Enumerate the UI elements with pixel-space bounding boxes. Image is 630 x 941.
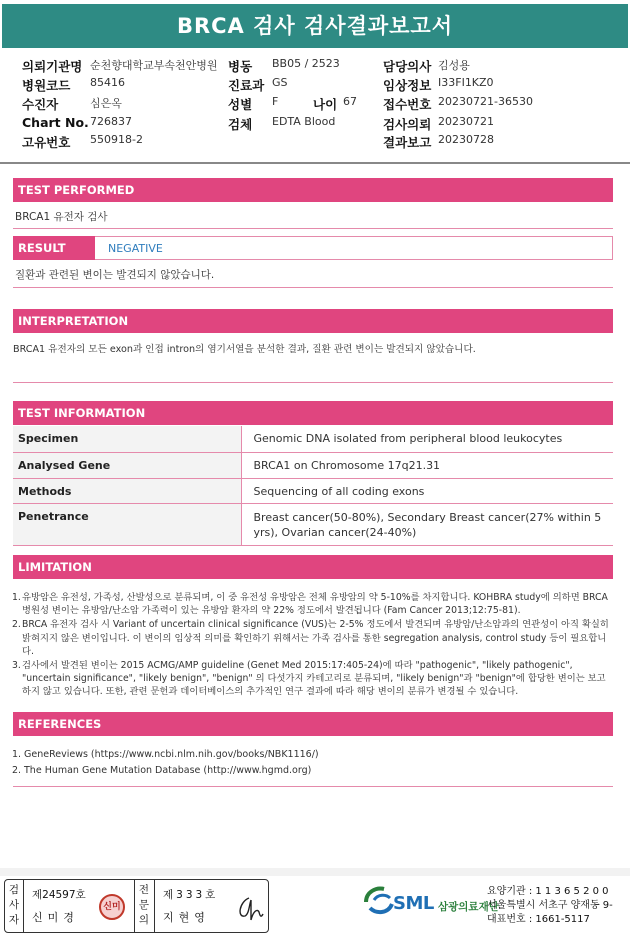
test-info-value: Genomic DNA isolated from peripheral blood leukocytes [241, 426, 613, 452]
table-row [13, 426, 613, 452]
list-item-number: 2. [12, 619, 21, 631]
specialist-number: 제333호 [163, 889, 219, 901]
uid-label: 고유번호 [22, 135, 71, 150]
specimen-value: EDTA Blood [272, 115, 336, 128]
list-item [12, 591, 612, 617]
test-info-key: Specimen [13, 426, 241, 452]
list-item-number: 1. [12, 592, 21, 603]
limitation-list [12, 591, 612, 700]
dept-label: 진료과 [228, 78, 265, 93]
list-item [12, 659, 612, 699]
tester-number: 제24597호 [32, 889, 86, 901]
footer-line: 대표번호 : 1661-5117 [487, 914, 590, 925]
list-item [12, 618, 612, 658]
tester-label: 검사자 [8, 884, 20, 926]
code-value: 85416 [90, 76, 125, 89]
table-row [13, 478, 613, 503]
sex-label: 성별 [228, 97, 253, 112]
list-item-text: The Human Gene Mutation Database (http://www.hgmd.org) [24, 765, 312, 776]
list-item-text: 유방암은 유전성, 가족성, 산발성으로 분류되며, 이 중 유전성 유방암은 전체 유방암의 약 5-10%를 차지합니다. KOHBRA study에 의하면 BRCA 병원성 변이는 유방암/난소암 가족력이 있는 유방암 환자의 약 22% 정도에서 발견됩니다 (Fam Cancer 2013;12:75-81). [22, 592, 608, 617]
doctor-label: 담당의사 [383, 59, 432, 74]
tester-name: 신미경 [32, 911, 79, 924]
list-item-text: 검사에서 발견된 변이는 2015 ACMG/AMP guideline (Genet Med 2015:17:405-24)에 따라 "pathogenic", "likely pathogenic", "uncertain significance", "likely benign", "benign" 의 다섯가지 카테고리로 분류되며, "likely benign"과 "benign"에 합당한 변이는 보고하지 않고 있습니다. 또한, 관련 문헌과 데이터베이스의 추가적인 연구 결과에 따라 해당 변이의 분류가 변경될 수 있습니다. [22, 660, 606, 698]
seal-stamp [99, 894, 125, 920]
signature-scribble [235, 892, 265, 924]
test-info-value: Sequencing of all coding exons [241, 478, 613, 503]
patient-info [0, 54, 630, 164]
test-info-value: BRCA1 on Chromosome 17q21.31 [241, 452, 613, 478]
age-label: 나이 [313, 97, 338, 112]
uid-value: 550918-2 [90, 133, 143, 146]
list-item-text: BRCA 유전자 검사 시 Variant of uncertain clinical significance (VUS)는 2-5% 정도에서 발견되며 유방암/난소암과의 연관성이 아직 확실히 밝혀지지 않은 변이입니다. 이 변이의 임상적 의미를 확인하기 위해서는 가족 검사를 통한 segregation analysis, control study 등이 필요합니다. [22, 619, 609, 657]
test-info-header: TEST INFORMATION [13, 401, 613, 425]
receipt-value: 20230721-36530 [438, 95, 533, 108]
sex-value: F [272, 95, 279, 108]
list-item-number: 3. [12, 660, 21, 672]
specialist-name: 지현영 [163, 911, 210, 924]
dept-value: GS [272, 76, 288, 89]
footer-band [0, 868, 630, 876]
org-name: 삼광의료재단 [438, 901, 499, 913]
divider [134, 880, 135, 932]
test-performed-header: TEST PERFORMED [13, 178, 613, 202]
seal-text: 신미 [103, 902, 121, 912]
test-performed-text: BRCA1 유전자 검사 [15, 211, 108, 223]
references-header: REFERENCES [13, 712, 613, 736]
limitation-header: LIMITATION [13, 555, 613, 579]
section-divider [13, 382, 613, 383]
age-value: 67 [343, 95, 357, 108]
list-item [12, 747, 612, 763]
doctor-value: 김성용 [438, 59, 470, 72]
divider [154, 880, 155, 932]
recipient-value: 심은옥 [90, 97, 122, 110]
institution-label: 의뢰기관명 [22, 59, 83, 74]
test-info-table [13, 426, 613, 546]
info-divider [0, 162, 630, 164]
reported-value: 20230728 [438, 133, 494, 146]
sml-logo-icon [362, 884, 396, 920]
section-divider [13, 228, 613, 229]
specimen-label: 검체 [228, 117, 253, 132]
report-title: BRCA 검사 검사결과보고서 [2, 4, 628, 48]
section-divider [13, 786, 613, 787]
list-item-number: 2. [12, 765, 22, 776]
references-list [12, 747, 612, 779]
table-row [13, 503, 613, 545]
interpretation-header: INTERPRETATION [13, 309, 613, 333]
list-item [12, 763, 612, 779]
result-text: 질환과 관련된 변이는 발견되지 않았습니다. [15, 269, 215, 281]
test-info-key: Methods [13, 478, 241, 503]
divider [23, 880, 24, 932]
table-row [13, 452, 613, 478]
footer-line: 서울특별시 서초구 양재동 9- [487, 900, 613, 911]
chart-label: Chart No. [22, 115, 89, 130]
test-info-value: Breast cancer(50-80%), Secondary Breast cancer(27% within 5 yrs), Ovarian cancer(24-40%) [241, 503, 613, 545]
test-info-key: Penetrance [13, 503, 241, 545]
logo-text: SML [393, 893, 434, 914]
section-divider [13, 287, 613, 288]
interpretation-text: BRCA1 유전자의 모든 exon과 인접 intron의 염기서열을 분석한 결과, 질환 관련 변이는 발견되지 않았습니다. [13, 344, 476, 355]
test-info-key: Analysed Gene [13, 452, 241, 478]
ward-value: BB05 / 2523 [272, 57, 340, 70]
chart-value: 726837 [90, 115, 132, 128]
specialist-label: 전문의 [138, 884, 150, 926]
footer-line: 요양기관 : 1 1 3 6 5 2 0 0 [487, 886, 609, 897]
receipt-label: 접수번호 [383, 97, 432, 112]
result-value: NEGATIVE [95, 236, 613, 260]
footer-address [487, 885, 613, 927]
institution-value: 순천향대학교부속천안병원 [90, 59, 218, 72]
signature-box [4, 879, 269, 933]
list-item-number: 1. [12, 749, 22, 760]
result-label: RESULT [13, 236, 95, 260]
clinical-label: 임상정보 [383, 78, 432, 93]
reported-label: 결과보고 [383, 135, 432, 150]
list-item-text: GeneReviews (https://www.ncbi.nlm.nih.gov/books/NBK1116/) [24, 749, 319, 760]
clinical-value: I33FI1KZ0 [438, 76, 494, 89]
requested-value: 20230721 [438, 115, 494, 128]
ward-label: 병동 [228, 59, 253, 74]
requested-label: 검사의뢰 [383, 117, 432, 132]
recipient-label: 수진자 [22, 97, 59, 112]
code-label: 병원코드 [22, 78, 71, 93]
